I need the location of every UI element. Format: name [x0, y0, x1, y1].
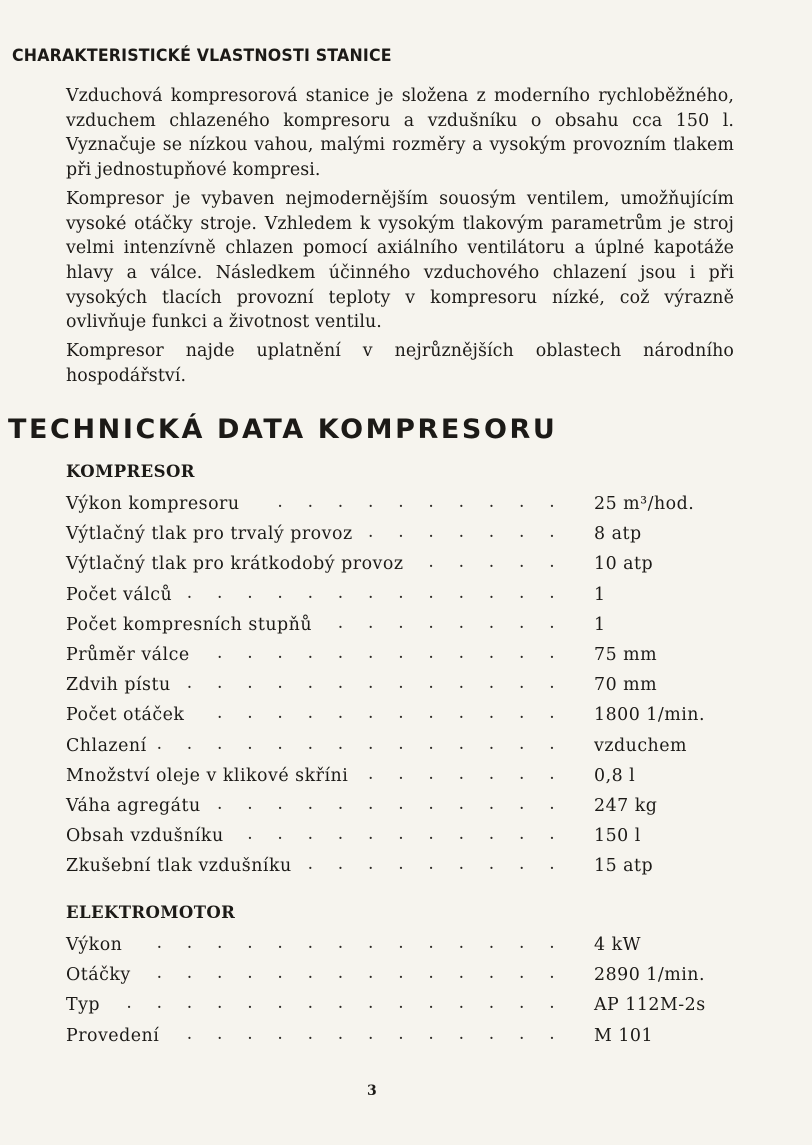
leader-dots: . . . . . . .: [368, 763, 556, 784]
spec-label: Výtlačný tlak pro krátkodobý provoz: [66, 554, 404, 575]
spec-value: 15 atp: [594, 856, 654, 877]
motor-spec-table: [66, 930, 746, 1051]
spec-row: [66, 791, 746, 821]
spec-label: Zkušební tlak vzdušníku: [66, 856, 292, 877]
spec-row: [66, 960, 746, 990]
intro-text: [66, 84, 734, 392]
leader-dots: . . . . . . . . . . . . .: [186, 1023, 556, 1044]
leader-dots: . . . . . . . .: [337, 612, 556, 633]
spec-value: 150 l: [594, 826, 641, 847]
spec-value: 1: [594, 614, 606, 635]
spec-value: 25 m³/hod.: [594, 494, 695, 515]
leader-dots: . . . . . . . . . . .: [247, 824, 556, 845]
spec-label: Množství oleje v klikové skříni: [66, 765, 349, 786]
leader-dots: . . . . . . . . . . . . .: [186, 673, 556, 694]
spec-label: Váha agregátu: [66, 795, 201, 816]
spec-value: 4 kW: [594, 935, 642, 956]
leader-dots: . . . . . . . . . .: [277, 492, 556, 512]
compressor-heading: KOMPRESOR: [66, 462, 195, 481]
spec-row: [66, 821, 746, 851]
spec-label: Obsah vzdušníku: [66, 826, 224, 847]
spec-row: [66, 549, 746, 579]
leader-dots: . . . . . . . . . . . . . .: [156, 733, 556, 754]
spec-row: [66, 700, 746, 730]
leader-dots: . . . . . . .: [368, 522, 556, 543]
intro-paragraph-1: Vzduchová kompresorová stanice je složena z moderního rychloběžného, vzduchem chlazeného kompresoru a vzdušníku o obsahu cca 150 l. Vyznačuje se nízkou vahou, malými rozměry a vysokým provozním tlakem při jednostupňové kompresi.: [66, 86, 734, 181]
spec-value: 247 kg: [594, 795, 658, 816]
spec-value: M 101: [594, 1025, 654, 1046]
spec-row: [66, 489, 746, 519]
leader-dots: . . . . . . . . . . . . . .: [156, 933, 556, 953]
spec-value: 1800 1/min.: [594, 705, 705, 726]
page-number: 3: [367, 1083, 377, 1099]
intro-paragraph-2: Kompresor je vybaven nejmodernějším souosým ventilem, umožňujícím vysoké otáčky stroje. Vzhledem k vysokým tlakovým parametrům je stroj velmi intenzívně chlazen pomocí axiálního ventilátoru a úplné kapotáže hlavy a válce. Následkem účinného vzduchového chlazení jsou i při vysokých tlacích provozní teploty v kompresoru nízké, což výrazně ovlivňuje funkci a životnost ventilu.: [66, 188, 734, 333]
spec-row: [66, 731, 746, 761]
intro-paragraph-3: Kompresor najde uplatnění v nejrůznějších oblastech národního hospodářství.: [66, 341, 734, 386]
spec-value: AP 112M-2s: [594, 995, 706, 1016]
leader-dots: . . . . . . . . .: [307, 854, 556, 875]
leader-dots: . . . . . . . . . . . . .: [186, 582, 556, 603]
spec-label: Výkon kompresoru: [66, 494, 240, 515]
section-heading: CHARAKTERISTICKÉ VLASTNOSTI STANICE: [12, 46, 392, 66]
spec-value: 0,8 l: [594, 765, 636, 786]
spec-row: [66, 519, 746, 549]
spec-label: Počet kompresních stupňů: [66, 614, 313, 635]
spec-label: Průměr válce: [66, 645, 190, 666]
leader-dots: . . . . .: [428, 552, 556, 573]
spec-row: [66, 930, 746, 960]
leader-dots: . . . . . . . . . . . .: [217, 703, 556, 724]
spec-row: [66, 761, 746, 791]
spec-row: [66, 1021, 746, 1051]
leader-dots: . . . . . . . . . . . . . .: [156, 963, 556, 984]
compressor-spec-table: [66, 489, 746, 881]
motor-heading: ELEKTROMOTOR: [66, 903, 236, 922]
spec-value: vzduchem: [594, 735, 688, 756]
spec-row: [66, 670, 746, 700]
spec-label: Počet válců: [66, 584, 173, 605]
spec-row: [66, 580, 746, 610]
spec-value: 10 atp: [594, 554, 654, 575]
spec-row: [66, 640, 746, 670]
spec-label: Zdvih pístu: [66, 675, 171, 696]
spec-label: Typ: [66, 995, 101, 1016]
leader-dots: . . . . . . . . . . . . . . .: [126, 993, 556, 1014]
spec-label: Počet otáček: [66, 705, 185, 726]
leader-dots: . . . . . . . . . . . .: [217, 793, 556, 814]
spec-row: [66, 851, 746, 881]
spec-value: 8 atp: [594, 524, 642, 545]
spec-value: 2890 1/min.: [594, 965, 705, 986]
spec-row: [66, 610, 746, 640]
spec-label: Provedení: [66, 1025, 160, 1046]
spec-label: Výkon: [66, 935, 123, 956]
spec-value: 75 mm: [594, 645, 658, 666]
spec-label: Otáčky: [66, 965, 131, 986]
spec-label: Výtlačný tlak pro trvalý provoz: [66, 524, 353, 545]
spec-value: 70 mm: [594, 675, 658, 696]
leader-dots: . . . . . . . . . . . .: [217, 642, 556, 663]
main-heading: TECHNICKÁ DATA KOMPRESORU: [8, 414, 558, 445]
spec-value: 1: [594, 584, 606, 605]
spec-label: Chlazení: [66, 735, 147, 756]
spec-row: [66, 990, 746, 1020]
